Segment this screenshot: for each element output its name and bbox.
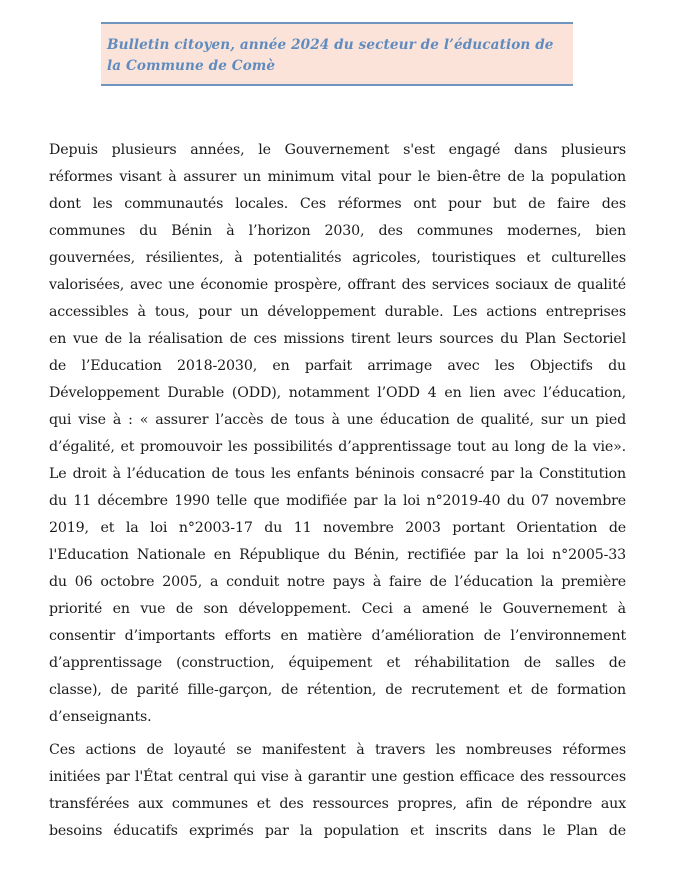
text-line: communes du Bénin à l’horizon 2030, des communes modernes, bien [49, 223, 626, 239]
text-line: l'Education Nationale en République du Bénin, rectifiée par la loi n°2005-33 [49, 547, 626, 563]
text-line: du 11 décembre 1990 telle que modifiée par la loi n°2019-40 du 07 novembre [49, 493, 626, 509]
text-line: valorisées, avec une économie prospère, offrant des services sociaux de qualité [49, 277, 626, 293]
text-line: initiées par l'État central qui vise à garantir une gestion efficace des ressources [49, 769, 626, 785]
text-line: Depuis plusieurs années, le Gouvernement s'est engagé dans plusieurs [49, 142, 626, 158]
text-line: transférées aux communes et des ressources propres, afin de répondre aux [49, 796, 626, 812]
document-title-line-2: la Commune de Comè [107, 58, 276, 74]
document-title-line-1: Bulletin citoyen, année 2024 du secteur de l’éducation de [107, 37, 554, 53]
text-line: Ces actions de loyauté se manifestent à travers les nombreuses réformes [49, 742, 626, 758]
text-line: accessibles à tous, pour un développement durable. Les actions entreprises [49, 304, 626, 320]
paragraph-intro [49, 137, 626, 731]
text-line: d’enseignants. [49, 709, 152, 725]
text-line: priorité en vue de son développement. Ceci a amené le Gouvernement à [49, 601, 626, 617]
text-line: Développement Durable (ODD), notamment l’ODD 4 en lien avec l’éducation, [49, 385, 626, 401]
text-line: Le droit à l’éducation de tous les enfants béninois consacré par la Constitution [49, 466, 626, 482]
text-line: 2019, et la loi n°2003-17 du 11 novembre 2003 portant Orientation de [49, 520, 626, 536]
text-line: dont les communautés locales. Ces réformes ont pour but de faire des [49, 196, 626, 212]
document-title-box [101, 22, 573, 86]
text-line: du 06 octobre 2005, a conduit notre pays à faire de l’éducation la première [49, 574, 626, 590]
text-line: de l’Education 2018-2030, en parfait arrimage avec les Objectifs du [49, 358, 626, 374]
text-line: réformes visant à assurer un minimum vital pour le bien-être de la population [49, 169, 626, 185]
text-line: qui vise à : « assurer l’accès de tous à une éducation de qualité, sur un pied [49, 412, 626, 428]
document-title [107, 35, 569, 77]
text-line: gouvernées, résilientes, à potentialités agricoles, touristiques et culturelles [49, 250, 626, 266]
text-line: en vue de la réalisation de ces missions tirent leurs sources du Plan Sectoriel [49, 331, 626, 347]
text-line: d’égalité, et promouvoir les possibilités d’apprentissage tout au long de la vie». [49, 439, 626, 455]
text-line: classe), de parité fille-garçon, de rétention, de recrutement et de formation [49, 682, 626, 698]
paragraph-reforms [49, 737, 626, 845]
text-line: besoins éducatifs exprimés par la population et inscrits dans le Plan de [49, 823, 626, 839]
text-line: d’apprentissage (construction, équipement et réhabilitation de salles de [49, 655, 626, 671]
text-line: consentir d’importants efforts en matière d’amélioration de l’environnement [49, 628, 626, 644]
